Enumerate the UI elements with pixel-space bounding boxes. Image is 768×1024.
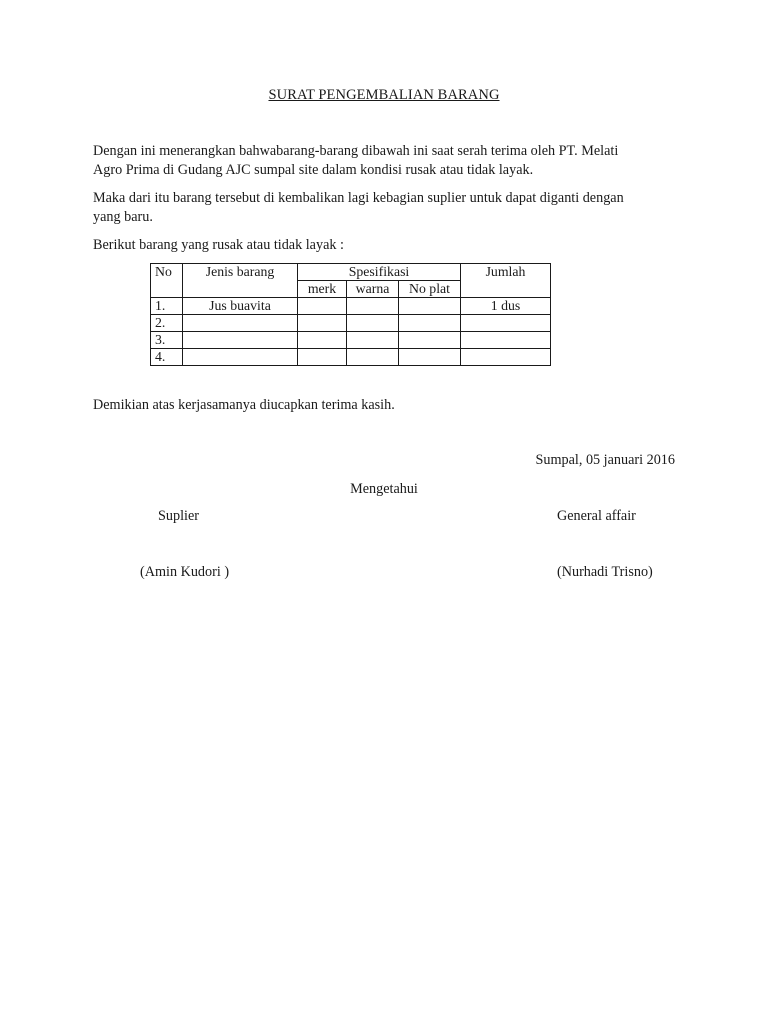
cell-jenis bbox=[183, 349, 298, 366]
cell-plat bbox=[399, 298, 461, 315]
return-line-2: yang baru. bbox=[93, 209, 153, 225]
header-merk: merk bbox=[298, 281, 347, 298]
header-jumlah: Jumlah bbox=[461, 264, 551, 298]
cell-jumlah: 1 dus bbox=[461, 298, 551, 315]
intro-line-2: Agro Prima di Gudang AJC sumpal site dalam kondisi rusak atau tidak layak. bbox=[93, 162, 534, 178]
page-title: SURAT PENGEMBALIAN BARANG bbox=[268, 87, 500, 103]
cell-jumlah bbox=[461, 332, 551, 349]
cell-plat bbox=[399, 315, 461, 332]
header-spesifikasi: Spesifikasi bbox=[298, 264, 461, 281]
cell-warna bbox=[347, 332, 399, 349]
items-table bbox=[150, 263, 551, 366]
letter-date: Sumpal, 05 januari 2016 bbox=[535, 452, 675, 468]
closing-text: Demikian atas kerjasamanya diucapkan terima kasih. bbox=[93, 397, 395, 413]
signatory-suplier: (Amin Kudori ) bbox=[140, 564, 230, 580]
cell-jenis bbox=[183, 332, 298, 349]
role-general-affair: General affair bbox=[557, 508, 636, 524]
table-row bbox=[151, 332, 551, 349]
cell-plat bbox=[399, 349, 461, 366]
intro-line-1: Dengan ini menerangkan bahwabarang-barang dibawah ini saat serah terima oleh PT. Melati bbox=[93, 143, 619, 159]
cell-warna bbox=[347, 298, 399, 315]
cell-jenis: Jus buavita bbox=[183, 298, 298, 315]
intro-paragraph bbox=[93, 142, 683, 180]
cell-warna bbox=[347, 315, 399, 332]
cell-no: 2. bbox=[151, 315, 183, 332]
cell-merk bbox=[298, 315, 347, 332]
cell-no: 4. bbox=[151, 349, 183, 366]
role-suplier: Suplier bbox=[158, 508, 199, 524]
cell-merk bbox=[298, 349, 347, 366]
acknowledged-label: Mengetahui bbox=[350, 481, 418, 497]
cell-jumlah bbox=[461, 315, 551, 332]
cell-merk bbox=[298, 332, 347, 349]
list-intro: Berikut barang yang rusak atau tidak layak : bbox=[93, 237, 344, 253]
cell-warna bbox=[347, 349, 399, 366]
cell-no: 3. bbox=[151, 332, 183, 349]
table-row bbox=[151, 298, 551, 315]
header-plat: No plat bbox=[399, 281, 461, 298]
cell-jenis bbox=[183, 315, 298, 332]
cell-merk bbox=[298, 298, 347, 315]
table-row bbox=[151, 349, 551, 366]
table-row bbox=[151, 315, 551, 332]
signatory-general-affair: (Nurhadi Trisno) bbox=[557, 564, 653, 580]
return-paragraph bbox=[93, 189, 683, 227]
table-header-row bbox=[151, 264, 551, 281]
return-line-1: Maka dari itu barang tersebut di kembalikan lagi kebagian suplier untuk dapat diganti dengan bbox=[93, 190, 624, 206]
header-no: No bbox=[151, 264, 183, 298]
cell-plat bbox=[399, 332, 461, 349]
cell-jumlah bbox=[461, 349, 551, 366]
cell-no: 1. bbox=[151, 298, 183, 315]
header-warna: warna bbox=[347, 281, 399, 298]
header-jenis: Jenis barang bbox=[183, 264, 298, 298]
